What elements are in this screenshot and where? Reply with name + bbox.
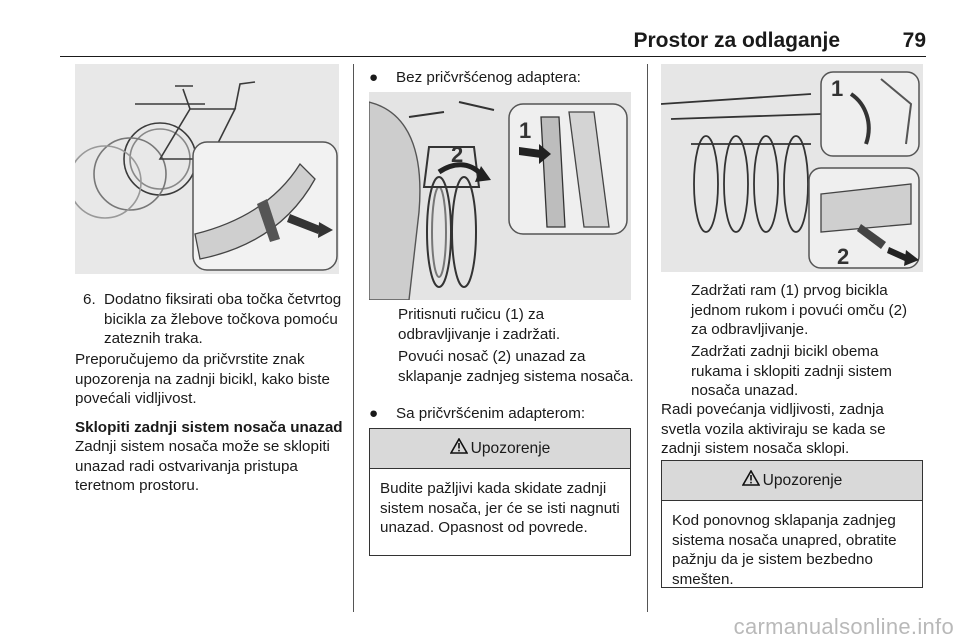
svg-text:2: 2 xyxy=(451,142,464,167)
carrier-release-illustration xyxy=(369,92,631,300)
svg-text:2: 2 xyxy=(837,244,850,269)
carrier-fold-drawing xyxy=(661,64,923,272)
bullet-text: Sa pričvršćenim adapterom: xyxy=(396,405,586,422)
warning-icon xyxy=(450,438,468,459)
page-header xyxy=(60,26,926,54)
column-divider xyxy=(647,64,648,612)
warning-text: Kod ponovnog sklapanja zadnjeg sistema nosača unapred, obratite pažnju da je sistem bezbedno smešten. xyxy=(672,512,897,588)
step-number: 6. xyxy=(83,291,96,308)
right-figure-label-1 xyxy=(831,76,843,101)
bullet-item xyxy=(369,404,635,424)
bullet-text: Bez pričvršćenog adaptera: xyxy=(396,69,581,86)
note-paragraph: Radi povećanja vidljivosti, zadnja svetla vozila aktiviraju se kada se zadnji sistem nosača sklopi. xyxy=(661,401,886,457)
bike-strap-illustration xyxy=(75,64,339,274)
step-text: Dodatno fiksirati oba točka četvrtog bicikla za žlebove točkova pomoću zateznih traka. xyxy=(104,291,342,347)
warning-header xyxy=(370,429,630,469)
bullet-item xyxy=(369,68,635,88)
carrier-fold-illustration xyxy=(661,64,923,272)
middle-figure-label-2 xyxy=(451,142,463,167)
svg-text:1: 1 xyxy=(519,118,532,143)
middle-figure-label-1 xyxy=(519,118,531,143)
warning-box xyxy=(369,428,631,556)
warning-header xyxy=(662,461,922,501)
header-rule xyxy=(60,56,926,57)
column-divider xyxy=(353,64,354,612)
warning-text: Budite pažljivi kada skidate zadnji sistem nosača, jer će se isti nagnuti unazad. Opasnost od povrede. xyxy=(380,480,620,536)
section-paragraph: Zadnji sistem nosača može se sklopiti unazad radi ostvarivanja pristupa teretnom prostoru. xyxy=(75,438,330,494)
page-number: 79 xyxy=(902,29,926,52)
bullet-dot: ● xyxy=(369,69,379,86)
section-heading: Sklopiti zadnji sistem nosača unazad xyxy=(75,419,343,436)
right-figure-label-2 xyxy=(837,244,849,269)
svg-text:1: 1 xyxy=(831,76,844,101)
warning-title: Upozorenje xyxy=(470,439,551,457)
step-item xyxy=(83,290,345,349)
recommendation-paragraph: Preporučujemo da pričvrstite znak upozorenja na zadnji bicikl, kako biste povećali vidljivost. xyxy=(75,351,330,407)
bike-strap-drawing xyxy=(75,64,339,274)
chapter-title: Prostor za odlaganje xyxy=(633,29,840,52)
warning-icon xyxy=(742,470,760,491)
warning-box xyxy=(661,460,923,588)
instruction-paragraph: Povući nosač (2) unazad za sklapanje zadnjeg sistema nosača. xyxy=(398,348,634,385)
instruction-paragraph: Zadržati zadnji bicikl obema rukama i sklopiti zadnji sistem nosača unazad. xyxy=(691,343,892,399)
bullet-dot: ● xyxy=(369,405,379,422)
instruction-paragraph: Zadržati ram (1) prvog bicikla jednom rukom i povući omču (2) za odbravljivanje. xyxy=(691,282,908,338)
watermark: carmanualsonline.info xyxy=(733,614,954,639)
carrier-release-drawing xyxy=(369,92,631,300)
instruction-paragraph: Pritisnuti ručicu (1) za odbravljivanje i zadržati. xyxy=(398,306,561,343)
warning-title: Upozorenje xyxy=(762,471,843,489)
